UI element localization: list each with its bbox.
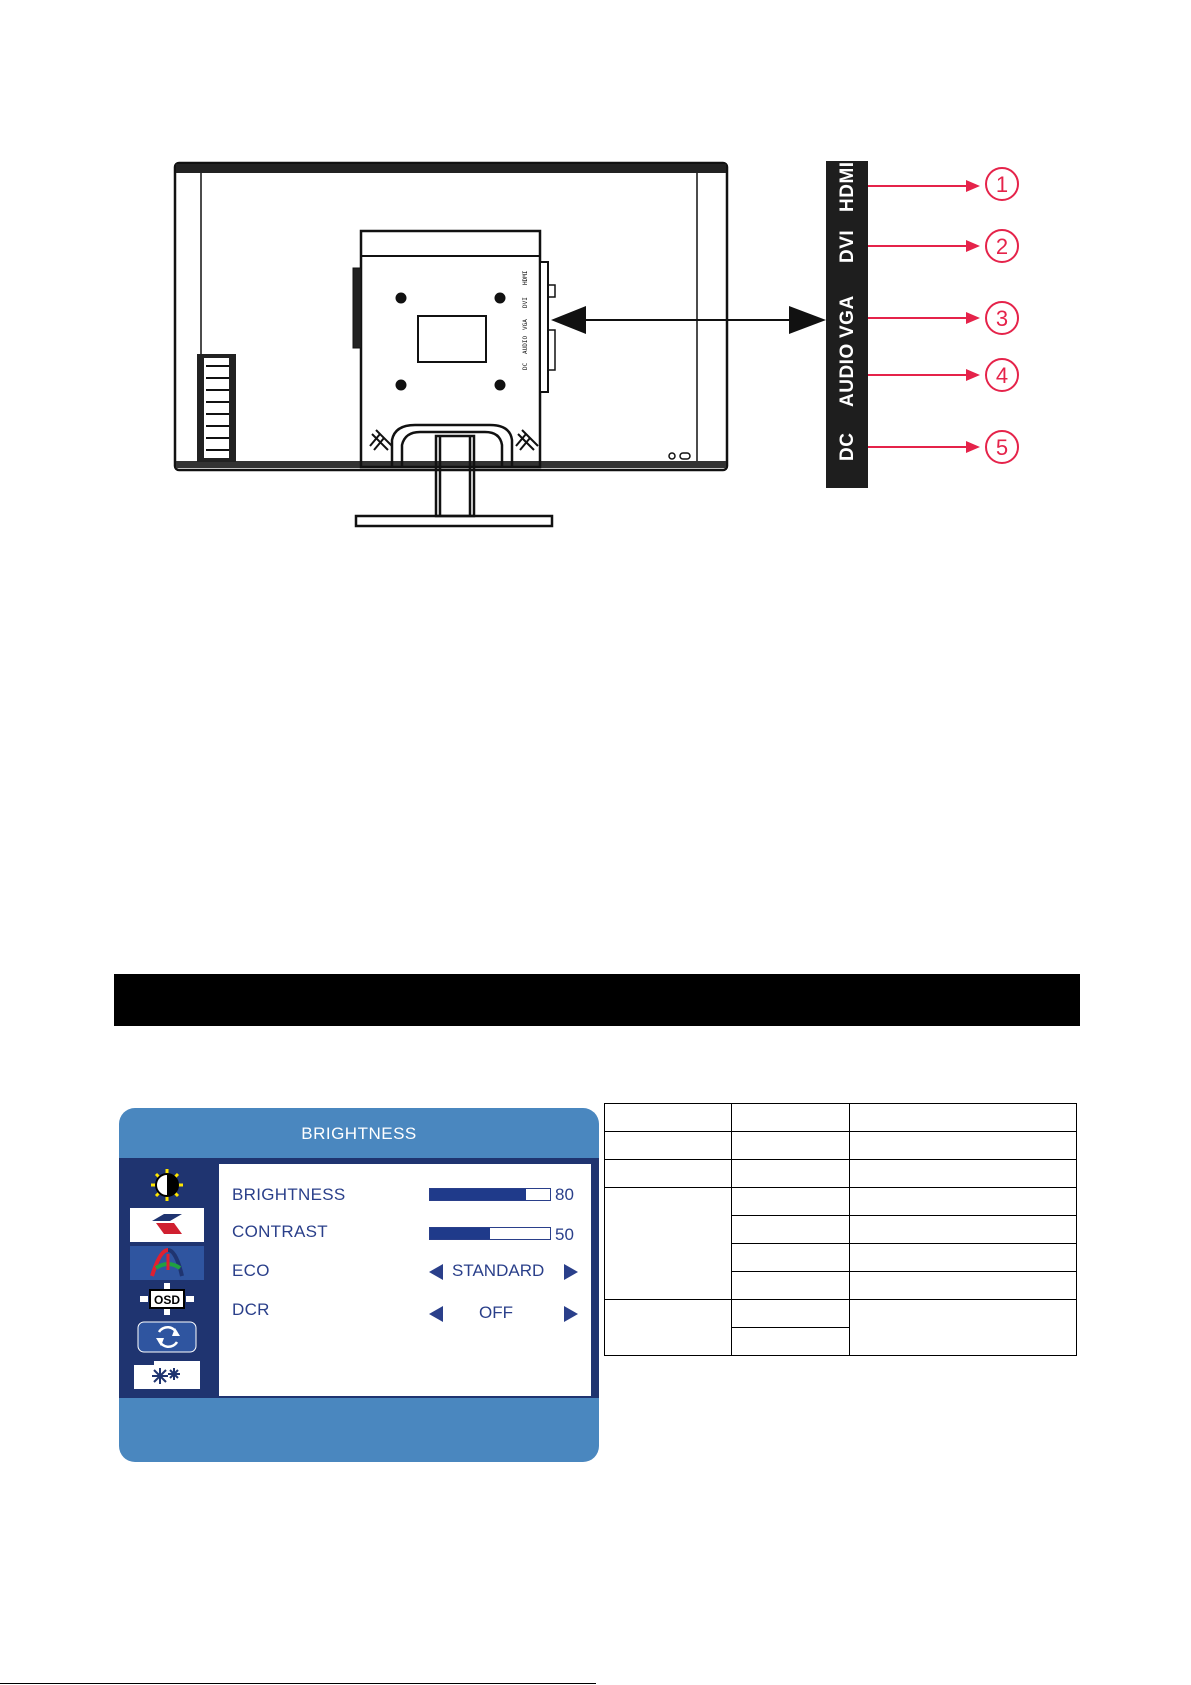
double-arrow-pointer — [551, 306, 826, 334]
brightness-value: 80 — [555, 1185, 574, 1204]
osd-setup-icon[interactable] — [130, 1282, 204, 1316]
osd-row-dcr-label: DCR — [232, 1300, 270, 1319]
port-label-audio: AUDIO — [837, 343, 858, 407]
port-label-dc: DC — [837, 432, 858, 461]
reset-icon[interactable] — [130, 1320, 204, 1354]
table-cell — [732, 1244, 850, 1272]
table-cell — [732, 1188, 850, 1216]
image-setup-icon[interactable] — [130, 1208, 204, 1242]
settings-table — [604, 1103, 1077, 1356]
eco-next-arrow[interactable] — [564, 1264, 578, 1280]
housing-port-labels — [522, 270, 529, 370]
callout-number-2: 2 — [995, 234, 1009, 259]
table-cell — [850, 1160, 1077, 1188]
port-label-dvi: DVI — [837, 229, 858, 263]
color-setup-icon[interactable] — [130, 1246, 204, 1280]
osd-row-brightness-label: BRIGHTNESS — [232, 1185, 346, 1204]
table-cell — [850, 1132, 1077, 1160]
table-cell — [850, 1244, 1077, 1272]
callout-number-5: 5 — [995, 435, 1009, 460]
eco-value: STANDARD — [452, 1261, 545, 1280]
table-row — [605, 1132, 1077, 1160]
table-cell — [605, 1104, 732, 1132]
table-cell — [605, 1300, 732, 1356]
housing-label-4: AUDIO — [522, 335, 529, 354]
table-cell — [605, 1188, 732, 1300]
eco-prev-arrow[interactable] — [429, 1264, 443, 1280]
osd-settings-panel — [219, 1164, 591, 1396]
table-cell — [605, 1160, 732, 1188]
table-cell — [732, 1272, 850, 1300]
brightness-slider[interactable] — [429, 1188, 551, 1201]
contrast-slider[interactable] — [429, 1227, 551, 1240]
port-label-hdmi: HDMI — [837, 161, 858, 212]
callout-number-1: 1 — [995, 172, 1009, 197]
osd-title: BRIGHTNESS — [301, 1124, 417, 1143]
monitor-rear-diagram — [0, 0, 1191, 560]
footer-rule — [0, 1683, 596, 1684]
osd-row-contrast-label: CONTRAST — [232, 1222, 328, 1241]
table-cell — [732, 1216, 850, 1244]
table-cell — [850, 1216, 1077, 1244]
table-cell — [605, 1132, 732, 1160]
osd-row-eco-label: ECO — [232, 1261, 270, 1280]
svg-text:OSD: OSD — [153, 1293, 181, 1307]
table-cell — [850, 1272, 1077, 1300]
callout-number-4: 4 — [995, 363, 1009, 388]
kensington-lock — [669, 453, 690, 459]
housing-label-3: VGA — [522, 319, 529, 330]
port-label-strip — [826, 161, 868, 488]
osd-menu — [119, 1108, 599, 1462]
luminance-icon[interactable] — [130, 1168, 204, 1202]
housing-label-2: DVI — [522, 297, 529, 308]
port-label-vga: VGA — [837, 295, 858, 338]
contrast-value: 50 — [555, 1225, 574, 1244]
table-row — [605, 1188, 1077, 1216]
brightness-slider-fill — [430, 1189, 526, 1200]
table-cell — [850, 1188, 1077, 1216]
port-callouts — [850, 168, 1018, 463]
table-cell — [732, 1132, 850, 1160]
table-cell — [732, 1104, 850, 1132]
dcr-value: OFF — [479, 1303, 513, 1322]
section-header-bar — [114, 974, 1080, 1026]
table-row — [605, 1160, 1077, 1188]
table-cell — [850, 1300, 1077, 1356]
side-buttons — [197, 354, 236, 462]
table-cell — [732, 1160, 850, 1188]
housing-label-1: HDMI — [522, 270, 529, 285]
table-row — [605, 1300, 1077, 1328]
callout-number-3: 3 — [995, 306, 1009, 331]
dcr-next-arrow[interactable] — [564, 1306, 578, 1322]
dcr-prev-arrow[interactable] — [429, 1306, 443, 1322]
table-cell — [732, 1328, 850, 1356]
table-cell — [732, 1300, 850, 1328]
extra-icon[interactable] — [130, 1358, 204, 1392]
contrast-slider-fill — [430, 1228, 490, 1239]
table-cell — [850, 1104, 1077, 1132]
table-row — [605, 1104, 1077, 1132]
housing-label-5: DC — [522, 362, 529, 370]
